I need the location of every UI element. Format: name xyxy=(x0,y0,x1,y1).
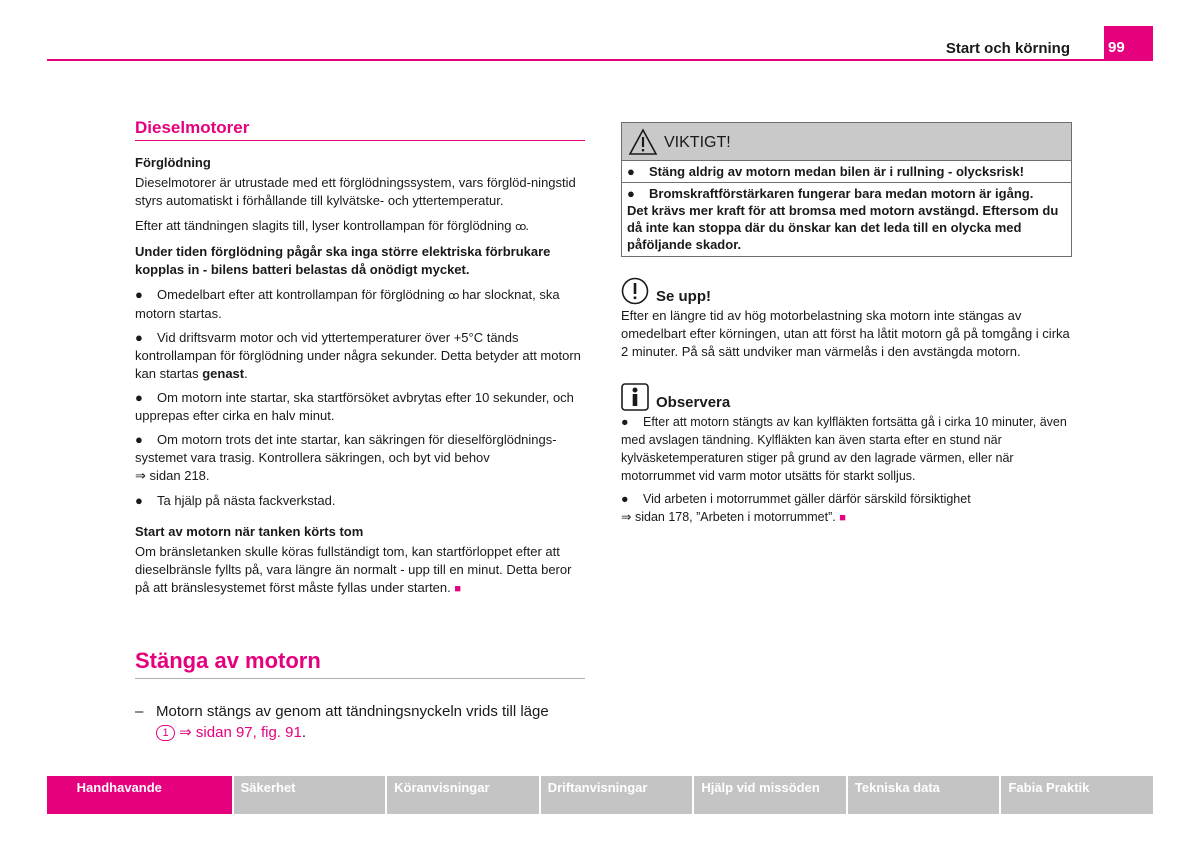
subheading-forglodning: Förglödning xyxy=(135,155,211,170)
step-cross-reference[interactable] xyxy=(179,724,302,741)
header-rule xyxy=(47,59,1153,61)
list-item xyxy=(621,413,1072,485)
bullet-icon: ● xyxy=(627,164,635,179)
bullet-icon: ● xyxy=(135,493,143,508)
list-item xyxy=(135,492,585,510)
footer-nav xyxy=(47,776,1153,814)
list-item-text: Efter att motorn stängts av kan kylfläkten fortsätta gå i cirka 10 minuter, även med avslagen tändning. Kylfläkten kan även starta efter en stund när kylväsketemperaturen stiger på grund av den lagrade värmen, eller när motorrummet vid varm motor utsätts för starkt solljus. xyxy=(621,415,1067,483)
arrow-icon: ⇒ xyxy=(135,469,146,484)
observe-block xyxy=(621,381,1072,527)
paragraph-lamp: Efter att tändningen slagits till, lyser kontrollampan för förglödning ꝏ. xyxy=(135,218,529,233)
warning-title: VIKTIGT! xyxy=(664,134,731,151)
list-item xyxy=(135,431,585,486)
step-text: Motorn stängs av genom att tändningsnyckeln vrids till läge xyxy=(156,703,549,720)
tab-tekniska-data[interactable]: Tekniska data xyxy=(848,776,1000,814)
running-header: Start och körning xyxy=(945,40,1070,57)
warning-item xyxy=(622,183,1071,256)
warning-item-text: Stäng aldrig av motorn medan bilen är i rullning - olycksrisk! xyxy=(649,164,1024,179)
bullet-icon: ● xyxy=(135,330,143,345)
arrow-icon: ⇒ xyxy=(621,509,632,524)
tab-sakerhet[interactable]: Säkerhet xyxy=(234,776,386,814)
list-item: ● Vid driftsvarm motor och vid yttertemperaturer över +5°C tänds kontrollampan för förglödning under några sekunder. Detta betyder att motorn kan startas genast. xyxy=(135,330,581,381)
list-item-text: Omedelbart efter att kontrollampan för förglödning xyxy=(157,287,445,302)
cross-reference[interactable]: sidan 178, ”Arbeten i motorrummet”. xyxy=(634,510,836,524)
paragraph-warning-load: Under tiden förglödning pågår ska inga större elektriska förbrukare kopplas in - bilens batteri belastas då onödigt mycket. xyxy=(135,244,551,277)
caution-text: Efter en längre tid av hög motorbelastning ska motorn inte stängas av omedelbart efter körningen, utan att först ha låtit motorn gå på tomgång i cirka 2 minuter. På så sätt undviker man värmelås i den avstängda motorn. xyxy=(621,308,1070,359)
warning-item-text: Bromskraftförstärkaren fungerar bara medan motorn är igång. xyxy=(649,186,1034,201)
paragraph-intro: Dieselmotorer är utrustade med ett förglödningssystem, vars förglöd-ningstid styrs automatiskt i förhållande till kylvätske- och yttertemperatur. xyxy=(135,175,576,208)
bullet-icon: ● xyxy=(627,186,635,201)
warning-item-text: Det krävs mer kraft för att bromsa med motorn avstängd. Eftersom du då inte kan stoppa där du önskar kan det leda till en olycka med påföljande skador. xyxy=(627,203,1059,252)
instruction-step: – Motorn stängs av genom att tändningsnyckeln vrids till läge 1 ⇒ sidan 97, fig. 91. xyxy=(135,703,549,741)
step-ref-text: sidan 97, fig. 91 xyxy=(195,724,302,741)
bullet-icon: ● xyxy=(135,390,143,405)
list-item xyxy=(621,490,1072,527)
list-item-text: Om motorn inte startar, ska startförsöket avbrytas efter 10 sekunder, och upprepas efter cirka en halv minut. xyxy=(135,390,574,423)
tab-fabia-praktik[interactable]: Fabia Praktik xyxy=(1001,776,1153,814)
warning-box xyxy=(621,122,1072,257)
list-item-text: Vid arbeten i motorrummet gäller därför särskild försiktighet xyxy=(643,492,971,506)
observe-title: Observera xyxy=(656,394,731,411)
page-number: 99 xyxy=(1104,26,1153,61)
left-column xyxy=(135,118,585,605)
glow-plug-icon: ꝏ xyxy=(515,220,526,233)
list-item-text: har slocknat, ska motorn startas. xyxy=(135,287,560,321)
exclamation-circle-icon xyxy=(621,277,649,305)
caution-title: Se upp! xyxy=(656,288,711,305)
info-icon xyxy=(621,383,649,411)
cross-reference[interactable]: sidan 218. xyxy=(149,468,210,483)
right-column xyxy=(621,122,1072,532)
bullet-icon: ● xyxy=(135,287,143,302)
paragraph-empty-tank-text: Om bränsletanken skulle köras fullständigt tom, kan startförloppet efter att dieselbränsle fyllts på, vara längre än normalt - upp till en minut. Detta beror på att bränslesystemet först måste fyllas under starten. xyxy=(135,544,572,595)
tab-koranvisningar[interactable]: Köranvisningar xyxy=(387,776,539,814)
list-item-text: Vid driftsvarm motor och vid yttertemperaturer över +5°C tänds kontrollampan för förglödning under några sekunder. Detta betyder att motorn kan startas xyxy=(135,330,581,381)
tab-handhavande[interactable]: Handhavande xyxy=(47,776,232,814)
list-item xyxy=(135,286,585,323)
end-mark-icon: ■ xyxy=(839,512,846,524)
bullet-icon: ● xyxy=(135,432,143,447)
end-mark-icon: ■ xyxy=(454,583,462,595)
subheading-empty-tank: Start av motorn när tanken körts tom xyxy=(135,524,364,539)
step-dash: – xyxy=(135,703,144,720)
list-item-text: Om motorn trots det inte startar, kan säkringen för dieselförglödnings-systemet vara trasig. Kontrollera säkringen, och byt vid behov xyxy=(135,432,557,465)
warning-triangle-icon xyxy=(628,128,658,156)
section-heading-dieselmotorer: Dieselmotorer xyxy=(135,118,585,141)
warning-header xyxy=(622,123,1071,161)
bullet-icon: ● xyxy=(621,492,629,506)
tab-hjalp-vid-missoden[interactable]: Hjälp vid missöden xyxy=(694,776,846,814)
caution-block xyxy=(621,275,1072,361)
paragraph-lamp-text: Efter att tändningen slagits till, lyser kontrollampan för förglödning xyxy=(135,218,512,233)
warning-item xyxy=(622,161,1071,183)
paragraph-empty-tank xyxy=(135,543,585,598)
list-item-emphasis: genast xyxy=(202,366,245,381)
section-heading-stanga-av-motorn: Stänga av motorn xyxy=(135,648,585,679)
ignition-position-badge: 1 xyxy=(156,725,175,741)
arrow-icon: ⇒ xyxy=(179,723,192,741)
tab-driftanvisningar[interactable]: Driftanvisningar xyxy=(541,776,693,814)
list-item-text: Ta hjälp på nästa fackverkstad. xyxy=(157,493,336,508)
list-item xyxy=(135,389,585,425)
glow-plug-icon: ꝏ xyxy=(448,289,459,302)
bullet-icon: ● xyxy=(621,415,629,429)
